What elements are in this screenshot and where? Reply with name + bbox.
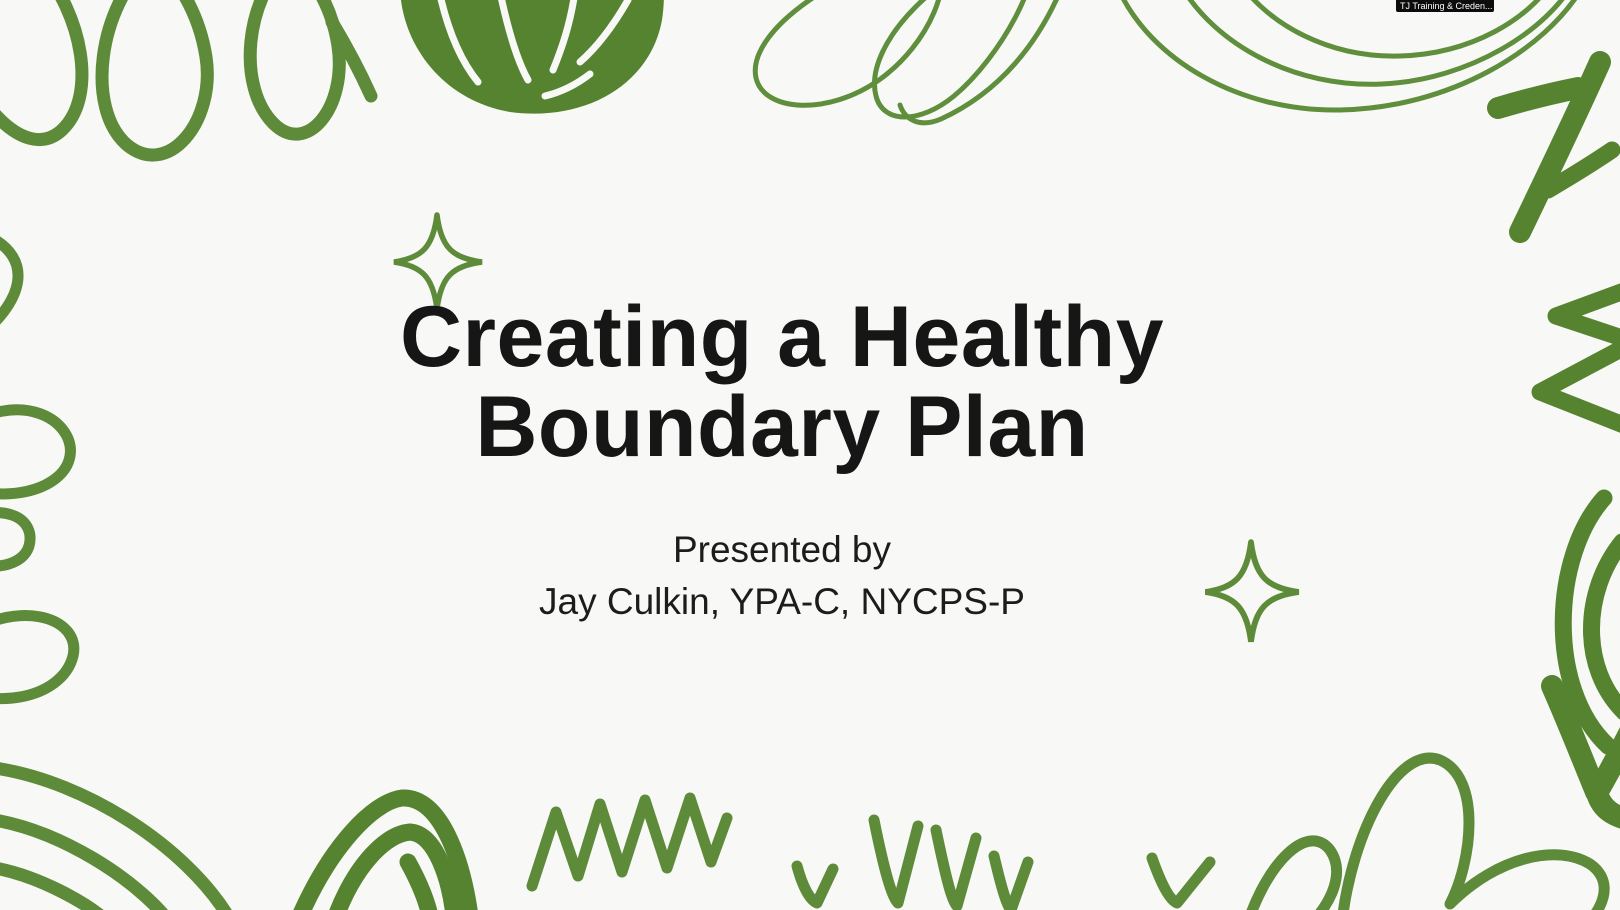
page-title xyxy=(0,289,1592,475)
page-title-line1: Creating a Healthy xyxy=(399,289,1165,385)
page-title-line2: Boundary Plan xyxy=(475,379,1089,475)
doodle-crayon-star-top-right xyxy=(1498,62,1612,232)
screen-share-tab[interactable] xyxy=(1396,0,1494,12)
doodle-checkmarks-bottom xyxy=(797,820,1210,910)
doodle-crayon-mound-bottom-left xyxy=(300,798,470,910)
doodle-zigzag-wave-bottom xyxy=(532,798,727,886)
doodle-arcs-bottom-left xyxy=(0,768,228,910)
doodle-scribble-ball-top-center xyxy=(400,0,664,114)
doodle-pen-loops-bottom-right xyxy=(1248,758,1604,910)
presented-by-label: Presented by xyxy=(672,529,892,570)
doodle-swirl-top-center-right xyxy=(755,0,1064,123)
presenter-block xyxy=(0,524,1592,628)
doodle-loops-top-left xyxy=(0,0,371,155)
presenter-name: Jay Culkin, YPA-C, NYCPS-P xyxy=(539,581,1025,622)
screen-share-tab-label: TJ Training & Creden... xyxy=(1400,1,1493,11)
